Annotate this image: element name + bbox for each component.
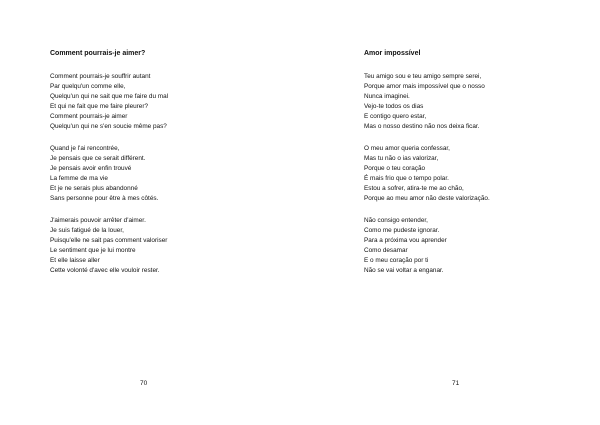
stanza-1 bbox=[364, 72, 594, 132]
poem-line: E o meu coração por ti bbox=[364, 257, 429, 264]
poem-line: Mas tu não o ias valorizar, bbox=[364, 155, 439, 162]
stanza-3 bbox=[50, 216, 285, 276]
poem-line: É mais frio que o tempo polar. bbox=[364, 175, 449, 182]
poem-line: J'aimerais pouvoir arrêter d'aimer. bbox=[50, 217, 146, 224]
poem-line: Puisqu'elle ne sait pas comment valoriser bbox=[50, 237, 168, 244]
poem-right bbox=[364, 50, 594, 288]
poem-line: Je suis fatigué de la louer, bbox=[50, 227, 124, 234]
poem-line: Et elle laisse aller bbox=[50, 257, 100, 264]
poem-line: Teu amigo sou e teu amigo sempre serei, bbox=[364, 73, 482, 80]
poem-line: La femme de ma vie bbox=[50, 175, 108, 182]
poem-title: Comment pourrais-je aimer? bbox=[50, 50, 146, 57]
poem-line: Como me pudeste ignorar. bbox=[364, 227, 440, 234]
poem-line: E contigo quero estar, bbox=[364, 113, 427, 120]
poem-line: O meu amor queria confessar, bbox=[364, 145, 450, 152]
poem-line: Porque o teu coração bbox=[364, 165, 426, 172]
stanza-3 bbox=[364, 216, 594, 276]
poem-line: Estou a sofrer, atira-te me ao chão, bbox=[364, 185, 464, 192]
poem-line: Mas o nosso destino não nos deixa ficar. bbox=[364, 123, 480, 130]
poem-line: Par quelqu'un comme elle, bbox=[50, 83, 126, 90]
stanza-2 bbox=[50, 144, 285, 204]
poem-line: Nunca imaginei. bbox=[364, 93, 410, 100]
poem-line: Comment pourrais-je aimer bbox=[50, 113, 128, 120]
stanza-2 bbox=[364, 144, 594, 204]
stanza-1 bbox=[50, 72, 285, 132]
poem-line: Porque ao meu amor não deste valorização. bbox=[364, 195, 490, 202]
poem-line: Quand je l'ai rencontrée, bbox=[50, 145, 120, 152]
poem-line: Cette volonté d'avec elle vouloir rester. bbox=[50, 267, 160, 274]
poem-line: Quelqu'un qui ne s'en soucie même pas? bbox=[50, 123, 167, 130]
poem-line: Sans personne pour être à mes côtés. bbox=[50, 195, 159, 202]
poem-line: Et je ne serais plus abandonné bbox=[50, 185, 138, 192]
poem-line: Je pensais que ce serait différent. bbox=[50, 155, 146, 162]
poem-line: Para a próxima vou aprender bbox=[364, 237, 447, 244]
page-number: 71 bbox=[452, 380, 460, 387]
poem-line: Como desamar bbox=[364, 247, 408, 254]
poem-line: Porque amor mais impossível que o nosso bbox=[364, 83, 485, 90]
poem-title: Amor impossível bbox=[364, 50, 421, 57]
poem-line: Et qui ne fait que me faire pleurer? bbox=[50, 103, 149, 110]
poem-left bbox=[50, 50, 285, 288]
poem-line: Não se vai voltar a enganar. bbox=[364, 267, 444, 274]
poem-line: Le sentiment que je lui montre bbox=[50, 247, 136, 254]
poem-line: Não consigo entender, bbox=[364, 217, 428, 224]
poem-line: Quelqu'un qui ne sait que me faire du mal bbox=[50, 93, 169, 100]
poem-line: Vejo-te todos os dias bbox=[364, 103, 424, 110]
poem-line: Je pensais avoir enfin trouvé bbox=[50, 165, 132, 172]
right-page bbox=[300, 0, 600, 425]
page-number: 70 bbox=[140, 380, 148, 387]
poem-line: Comment pourrais-je souffrir autant bbox=[50, 73, 151, 80]
